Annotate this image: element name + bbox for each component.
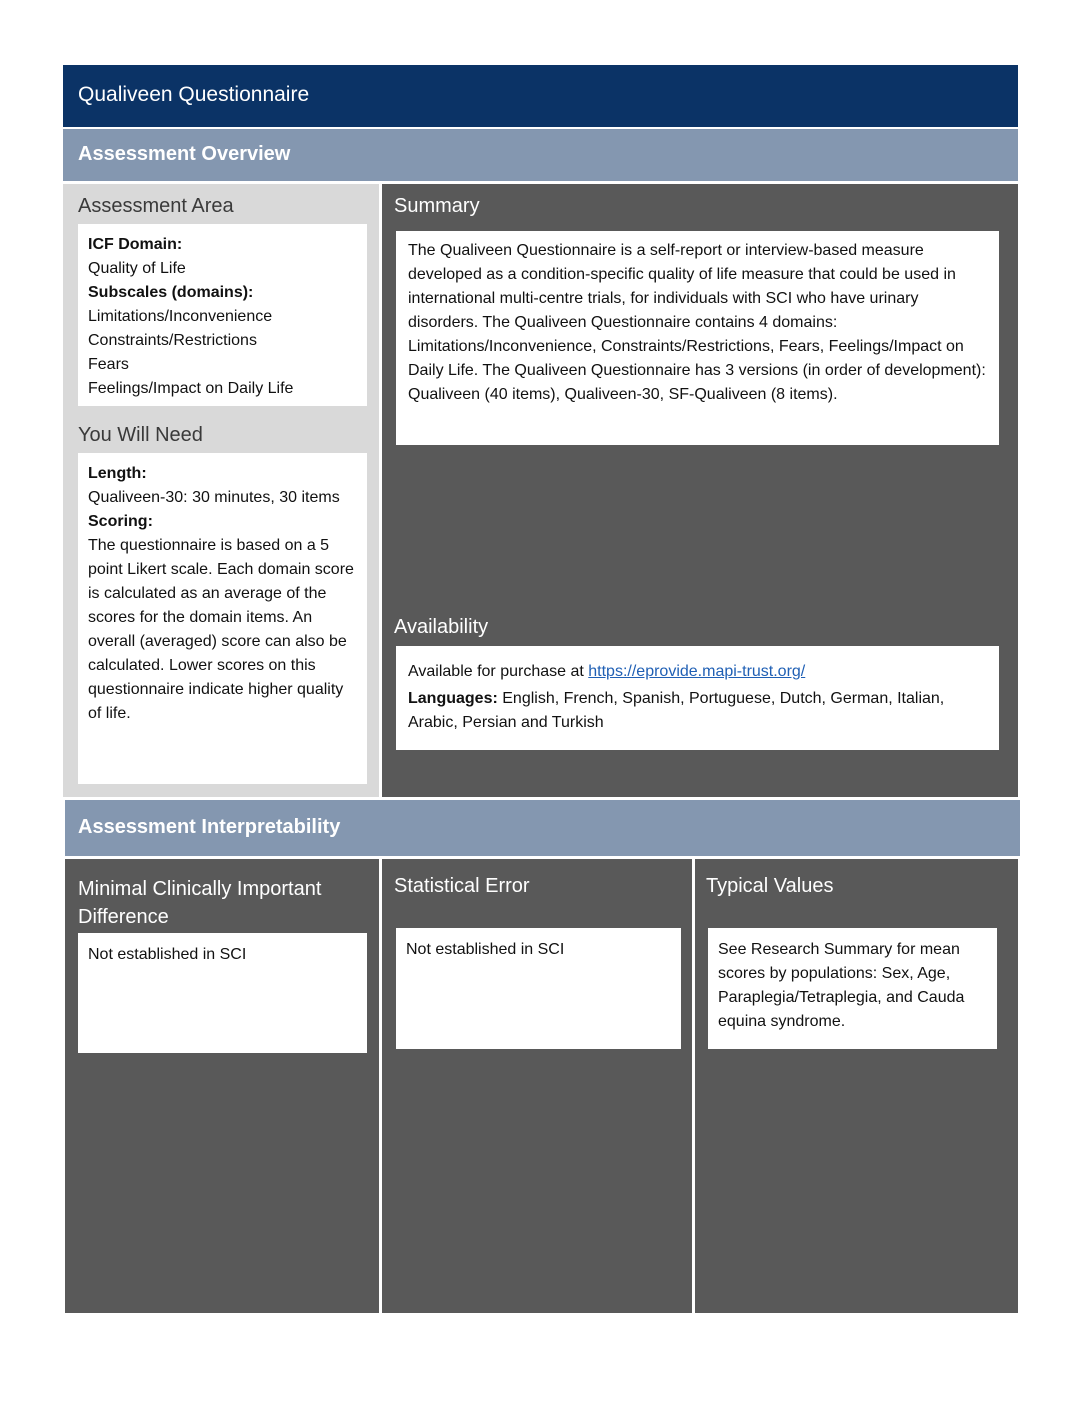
subscale-item: Limitations/Inconvenience xyxy=(88,308,273,325)
interpretability-section-title: Assessment Interpretability xyxy=(78,816,341,838)
assessment-area-card xyxy=(78,224,367,406)
subscale-item: Constraints/Restrictions xyxy=(88,332,257,349)
subscale-item: Fears xyxy=(88,356,129,373)
overview-section-title: Assessment Overview xyxy=(78,143,291,165)
you-will-need-card xyxy=(78,453,367,784)
purchase-text: Available for purchase at xyxy=(408,663,589,680)
icf-label: ICF Domain: xyxy=(88,236,183,253)
length-label: Length: xyxy=(88,465,147,482)
mcid-card xyxy=(78,933,367,1053)
summary-text: The Qualiveen Questionnaire is a self-report or interview-based measure developed as a condition-specific quality of life measure that could be used in international multi-centre trials, for individuals with SCI who have urinary disorders. The Qualiveen Questionnaire contains 4 domains: Limitations/Inconvenience, Constraints/Restrictions, Fears, Feelings/Impact on Daily Life. The Qualiveen Questionnaire has 3 versions (in order of development): Qualiveen (40 items), Qualiveen-30, SF-Qualiveen (8 items). xyxy=(408,242,986,403)
statistical-error-heading: Statistical Error xyxy=(394,875,530,897)
icf-value: Quality of Life xyxy=(88,260,186,277)
page-title: Qualiveen Questionnaire xyxy=(78,83,310,106)
scoring-value: The questionnaire is based on a 5 point Likert scale. Each domain score is calculated as an average of the scores for the domain items. An overall (averaged) score can also be calculated. Lower scores on this questionnaire indicate higher quality of life. xyxy=(88,537,354,722)
statistical-error-text: Not established in SCI xyxy=(406,941,565,958)
statistical-error-card xyxy=(396,928,681,1049)
you-will-need-heading: You Will Need xyxy=(78,424,203,446)
typical-values-card xyxy=(708,928,997,1049)
length-value: Qualiveen-30: 30 minutes, 30 items xyxy=(88,489,340,506)
subscale-item: Feelings/Impact on Daily Life xyxy=(88,380,294,397)
languages-line xyxy=(408,687,989,735)
summary-card xyxy=(396,231,999,445)
subscales-label: Subscales (domains): xyxy=(88,284,254,301)
languages-value: English, French, Spanish, Portuguese, Dutch, German, Italian, Arabic, Persian and Turkish xyxy=(408,690,945,731)
availability-heading: Availability xyxy=(394,616,489,638)
assessment-area-heading: Assessment Area xyxy=(78,195,234,217)
mcid-heading xyxy=(78,875,321,931)
scoring-label: Scoring: xyxy=(88,513,153,530)
typical-values-heading: Typical Values xyxy=(706,875,834,897)
languages-label: Languages: xyxy=(408,690,498,707)
purchase-link[interactable]: https://eprovide.mapi-trust.org/ xyxy=(588,663,806,680)
purchase-line xyxy=(408,660,989,684)
mcid-text: Not established in SCI xyxy=(88,946,247,963)
typical-values-text: See Research Summary for mean scores by populations: Sex, Age, Paraplegia/Tetraplegia, and Cauda equina syndrome. xyxy=(718,941,965,1030)
mcid-heading-line2: Difference xyxy=(78,906,169,928)
summary-heading: Summary xyxy=(394,195,480,217)
availability-card xyxy=(396,646,999,750)
mcid-heading-line1: Minimal Clinically Important xyxy=(78,878,322,900)
